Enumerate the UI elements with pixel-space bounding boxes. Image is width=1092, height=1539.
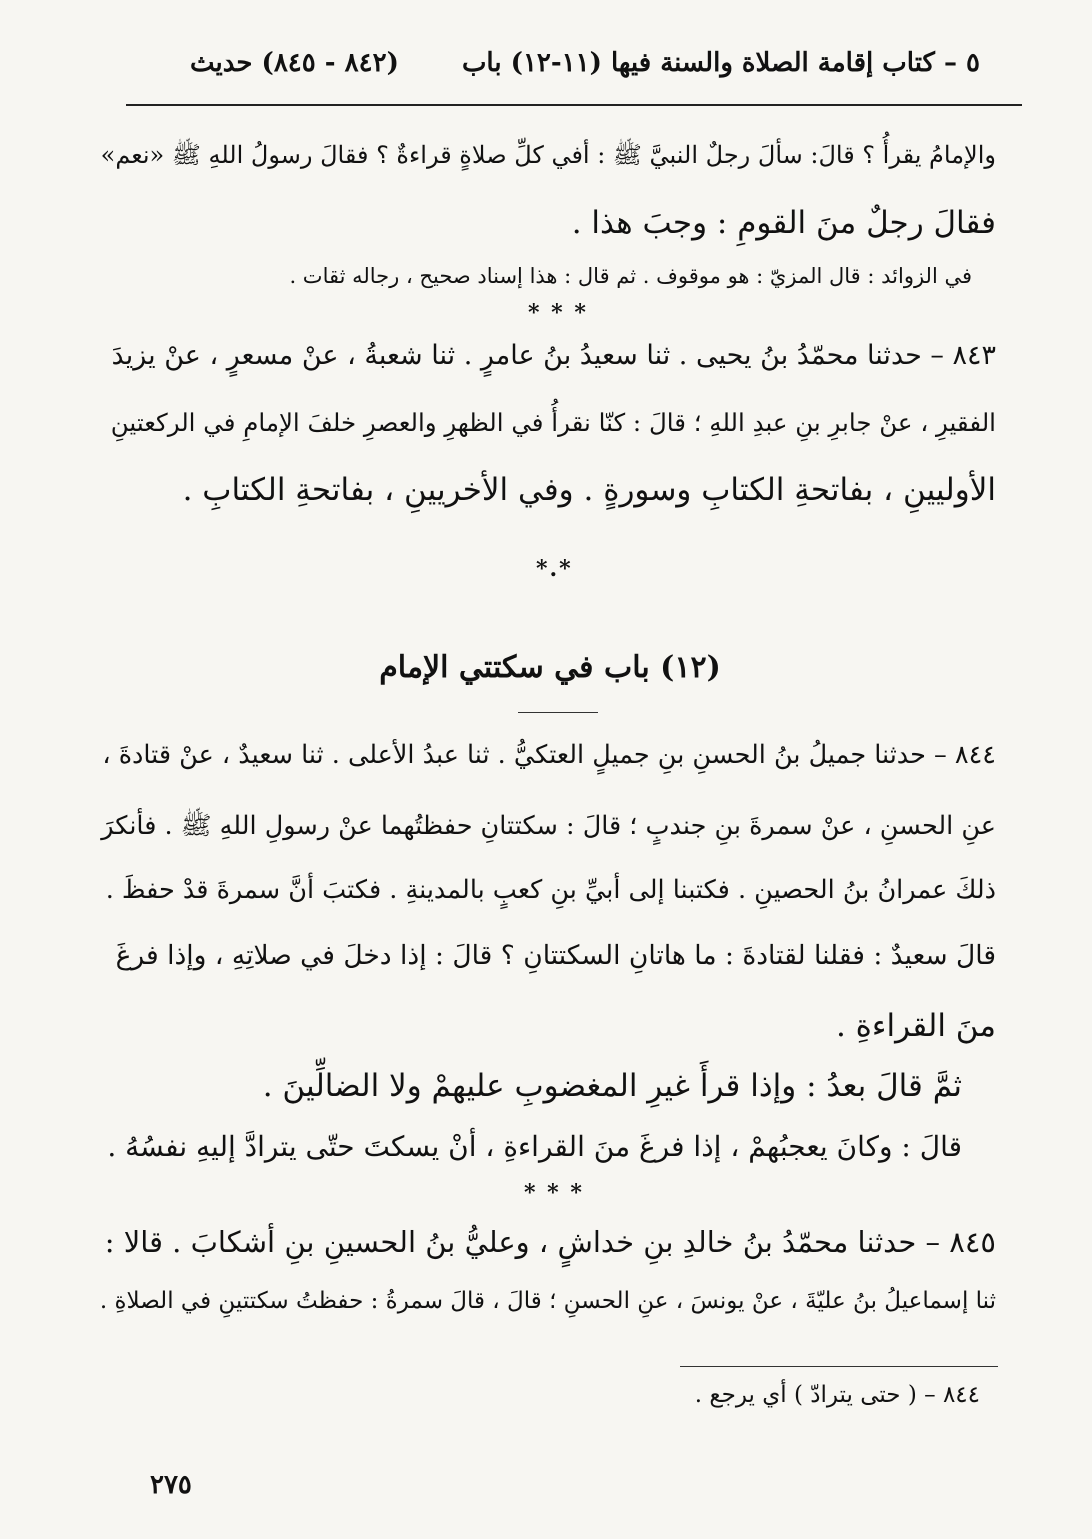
hadith-845-line: ثنا إسماعيلُ بنُ عليّةَ ، عنْ يونسَ ، عنِ الحسنِ ؛ قالَ ، قالَ سمرةُ : حفظتُ سكتتينِ في الصلاةِ . bbox=[99, 1288, 996, 1314]
separator-stars: * * * bbox=[528, 300, 588, 326]
zawaid-note: في الزوائد : قال المزيّ : هو موقوف . ثم قال : هذا إسناد صحيح ، رجاله ثقات . bbox=[289, 264, 972, 288]
hadith-843-line: الأوليينِ ، بفاتحةِ الكتابِ وسورةٍ . وفي الأخريينِ ، بفاتحةِ الكتابِ . bbox=[182, 472, 996, 508]
hadith-844-line: ثمَّ قالَ بعدُ : وإذا قرأَ غيرِ المغضوبِ عليهمْ ولا الضالِّينَ . bbox=[262, 1068, 962, 1104]
hadith-843-line: ٨٤٣ – حدثنا محمّدُ بنُ يحيى . ثنا سعيدُ بنُ عامرٍ . ثنا شعبةُ ، عنْ مسعرٍ ، عنْ يزيدَ bbox=[111, 340, 996, 371]
text-line: والإمامُ يقرأُ ؟ قالَ: سألَ رجلٌ النبيَّ ﷺ : أفي كلِّ صلاةٍ قراءةٌ ؟ فقالَ رسولُ اللهِ ﷺ «نعم» bbox=[100, 141, 996, 169]
page-number: ٢٧٥ bbox=[150, 1470, 192, 1500]
separator-stars: *.* bbox=[536, 556, 573, 582]
hadith-844-line: قالَ : وكانَ يعجبُهمْ ، إذا فرغَ منَ القراءةِ ، أنْ يسكتَ حتّى يترادَّ إليهِ نفسُهُ . bbox=[107, 1130, 962, 1163]
text-line: فقالَ رجلٌ منَ القومِ : وجبَ هذا . bbox=[571, 205, 996, 241]
footnote: ٨٤٤ – ( حتى يترادّ ) أي يرجع . bbox=[694, 1382, 980, 1408]
header-hadith-range: (٨٤٢ - ٨٤٥) حديث bbox=[190, 48, 399, 78]
header-divider bbox=[126, 104, 1022, 106]
footnote-divider bbox=[680, 1366, 998, 1367]
hadith-844-line: قالَ سعيدٌ : فقلنا لقتادةَ : ما هاتانِ السكتتانِ ؟ قالَ : إذا دخلَ في صلاتِهِ ، وإذا فرغَ bbox=[115, 940, 996, 971]
running-header bbox=[160, 48, 980, 94]
hadith-844-line: منَ القراءةِ . bbox=[835, 1008, 996, 1044]
hadith-843-line: الفقيرِ ، عنْ جابرِ بنِ عبدِ اللهِ ؛ قالَ : كنّا نقرأُ في الظهرِ والعصرِ خلفَ الإمامِ في الركعتينِ bbox=[110, 408, 996, 437]
chapter-divider bbox=[518, 712, 598, 713]
hadith-844-line: ٨٤٤ – حدثنا جميلُ بنُ الحسنِ بنِ جميلٍ العتكيُّ . ثنا عبدُ الأعلى . ثنا سعيدٌ ، عنْ قتادةَ ، bbox=[102, 740, 996, 770]
separator-stars: * * * bbox=[524, 1180, 584, 1206]
hadith-845-line: ٨٤٥ – حدثنا محمّدُ بنُ خالدِ بنِ خداشٍ ، وعليُّ بنُ الحسينِ بنِ أشكابَ . قالا : bbox=[104, 1225, 996, 1259]
hadith-844-line: عنِ الحسنِ ، عنْ سمرةَ بنِ جندبٍ ؛ قالَ : سكتتانِ حفظتُهما عنْ رسولِ اللهِ ﷺ . فأنكرَ bbox=[101, 811, 996, 841]
header-book-title: ٥ – كتاب إقامة الصلاة والسنة فيها (١١-١٢) باب bbox=[461, 48, 980, 78]
hadith-844-line: ذلكَ عمرانُ بنُ الحصينِ . فكتبنا إلى أبيِّ بنِ كعبٍ بالمدينةِ . فكتبَ أنَّ سمرةَ قدْ حفظَ . bbox=[105, 875, 996, 905]
chapter-title: (١٢) باب في سكتتي الإمام bbox=[379, 650, 721, 685]
